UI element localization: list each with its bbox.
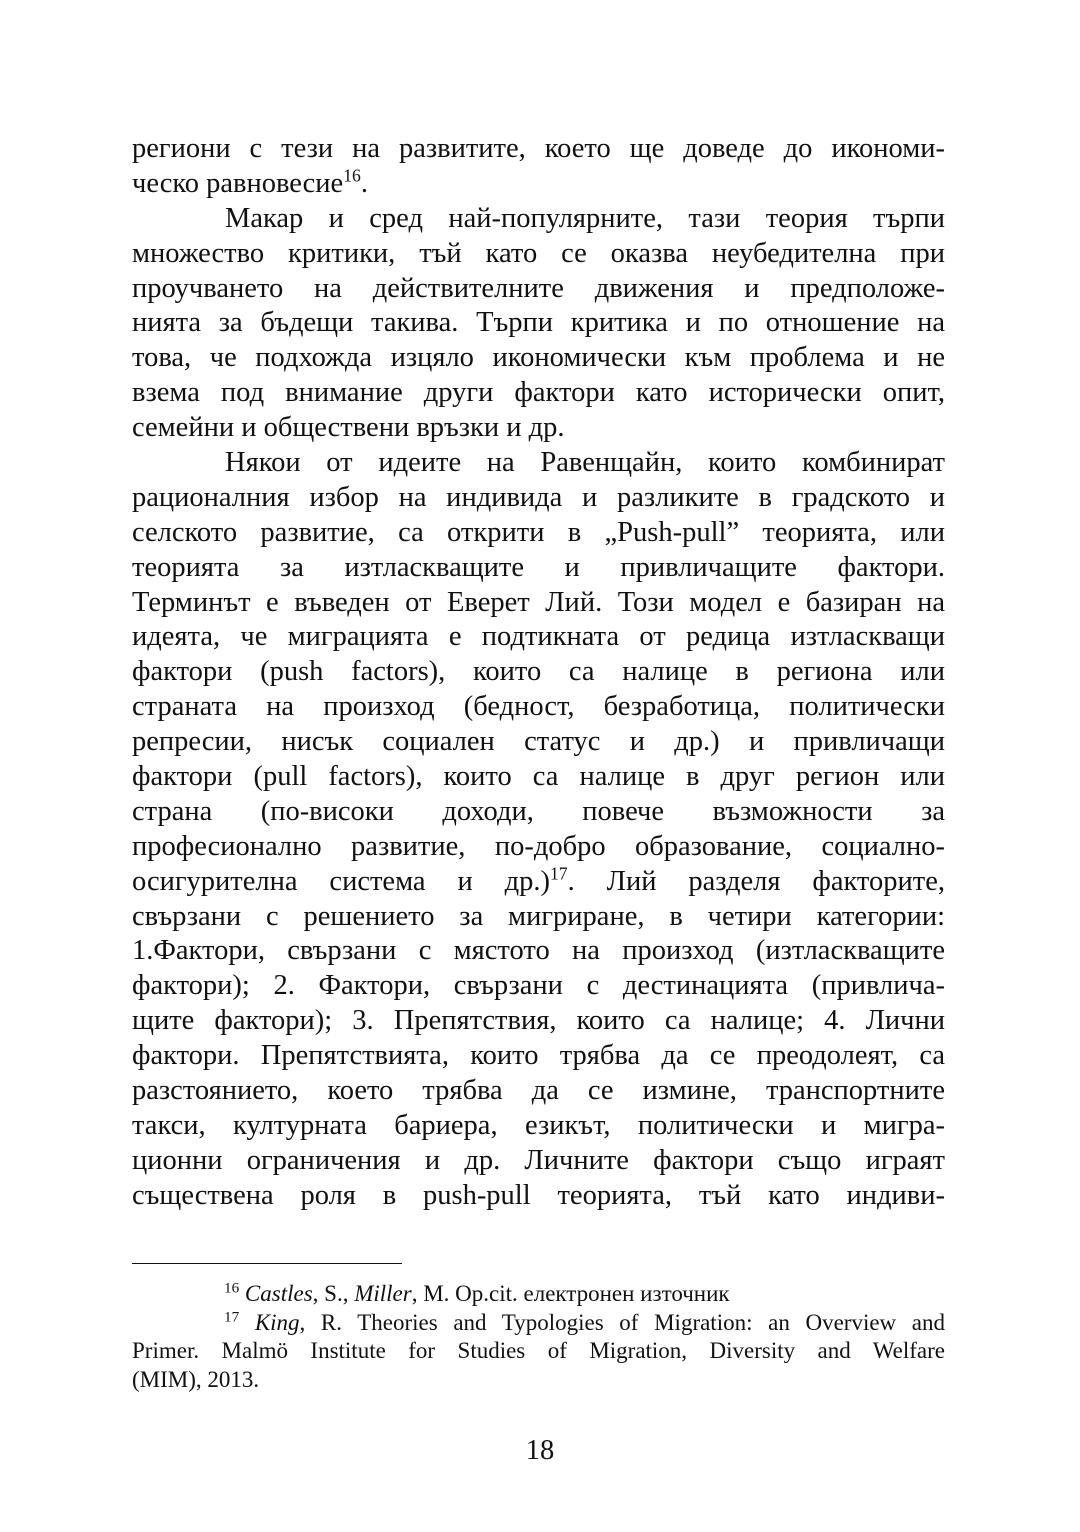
text-line: ционни ограничения и др. Личните фактори също играят: [132, 1144, 945, 1176]
footnote-text: , R. Theories and Typologies of Migration: an Overview and: [299, 1309, 945, 1335]
text-line: идеята, че миграцията е подтикната от редица изтласкващи: [132, 621, 945, 653]
text-line: селското развитие, са открити в „Push-pull” теорията, или: [132, 516, 945, 548]
text-line: семейни и обществени връзки и др.: [132, 412, 565, 444]
footnotes: [132, 1280, 945, 1394]
text-line: взема под внимание други фактори като исторически опит,: [132, 377, 945, 409]
text-line: фактори (push factors), които са налице в региона или: [132, 656, 945, 688]
text-line: множество критики, тъй като се оказва неубедителна при: [132, 237, 945, 269]
text-line: професионално развитие, по-добро образование, социално-: [132, 830, 945, 862]
footnote-ref-17: 17: [549, 863, 568, 884]
footnote-author: King: [254, 1309, 300, 1335]
text-line: страната на произход (бедност, безработица, политически: [132, 691, 945, 723]
footnote-text: , M. Op.cit. електронен източник: [411, 1281, 730, 1306]
text-line: фактори. Препятствията, които трябва да се преодолеят, са: [132, 1040, 945, 1072]
footnote-number: 16: [224, 1279, 240, 1297]
text-line: Макар и сред най-популярните, тази теория търпи: [225, 202, 945, 234]
text-line: нията за бъдещи такива. Търпи критика и по отношение на: [132, 307, 945, 339]
text-line: страна (по-високи доходи, повече възможности за: [132, 795, 945, 827]
footnote-17-line-2: Primer. Malmö Institute for Studies of Migration, Diversity and Welfare: [132, 1338, 945, 1363]
text-segment: .: [360, 167, 368, 199]
text-line: 1.Фактори, свързани с мястото на произход (изтласкващите: [132, 935, 945, 967]
text-line: [132, 167, 945, 202]
text-line: фактори); 2. Фактори, свързани с дестинацията (привлича-: [132, 970, 945, 1002]
text-segment: ческо равновесие: [132, 167, 344, 199]
text-line: щите фактори); 3. Препятствия, които са налице; 4. Лични: [132, 1005, 945, 1037]
text-line: Някои от идеите на Равенщайн, които комбинират: [225, 447, 945, 479]
text-line: свързани с решението за мигриране, в четири категории:: [132, 900, 945, 932]
footnote-16: [132, 1280, 945, 1309]
text-line: рационалния избор на индивида и разликите в градското и: [132, 481, 945, 513]
footnote-text: , S.,: [312, 1281, 355, 1306]
footnote-ref-16: 16: [343, 165, 361, 186]
text-segment: осигурителна система и др.): [132, 865, 550, 897]
footnote-17-line-3: (MIM), 2013.: [132, 1366, 260, 1392]
text-line: това, че подхожда изцяло икономически към проблема и не: [132, 342, 945, 374]
body-text: [132, 132, 945, 1214]
text-line: фактори (pull factors), които са налице в друг регион или: [132, 761, 945, 793]
text-line: теорията за изтласкващите и привличащите фактори.: [132, 551, 945, 583]
text-line: Терминът е въведен от Еверет Лий. Този модел е базиран на: [132, 586, 945, 618]
footnote-author: Castles: [244, 1281, 313, 1306]
text-line: такси, културната бариера, езикът, политически и мигра-: [132, 1109, 945, 1141]
footnote-author: Miller: [354, 1281, 412, 1306]
text-line: репресии, нисък социален статус и др.) и привличащи: [132, 726, 945, 758]
text-line: проучването на действителните движения и предположе-: [132, 272, 945, 304]
footnote-separator: [132, 1263, 402, 1264]
text-line: региони с тези на развитите, което ще доведе до икономи-: [132, 133, 945, 164]
text-segment: . Лий разделя факторите,: [567, 865, 945, 897]
page-number: 18: [525, 1435, 555, 1466]
text-line: съществена роля в push-pull теорията, тъй като индиви-: [132, 1179, 945, 1211]
footnote-number: 17: [224, 1307, 240, 1325]
text-line: [132, 865, 945, 900]
text-line: разстоянието, което трябва да се измине, транспортните: [132, 1075, 945, 1107]
footnote-17: [132, 1309, 945, 1338]
